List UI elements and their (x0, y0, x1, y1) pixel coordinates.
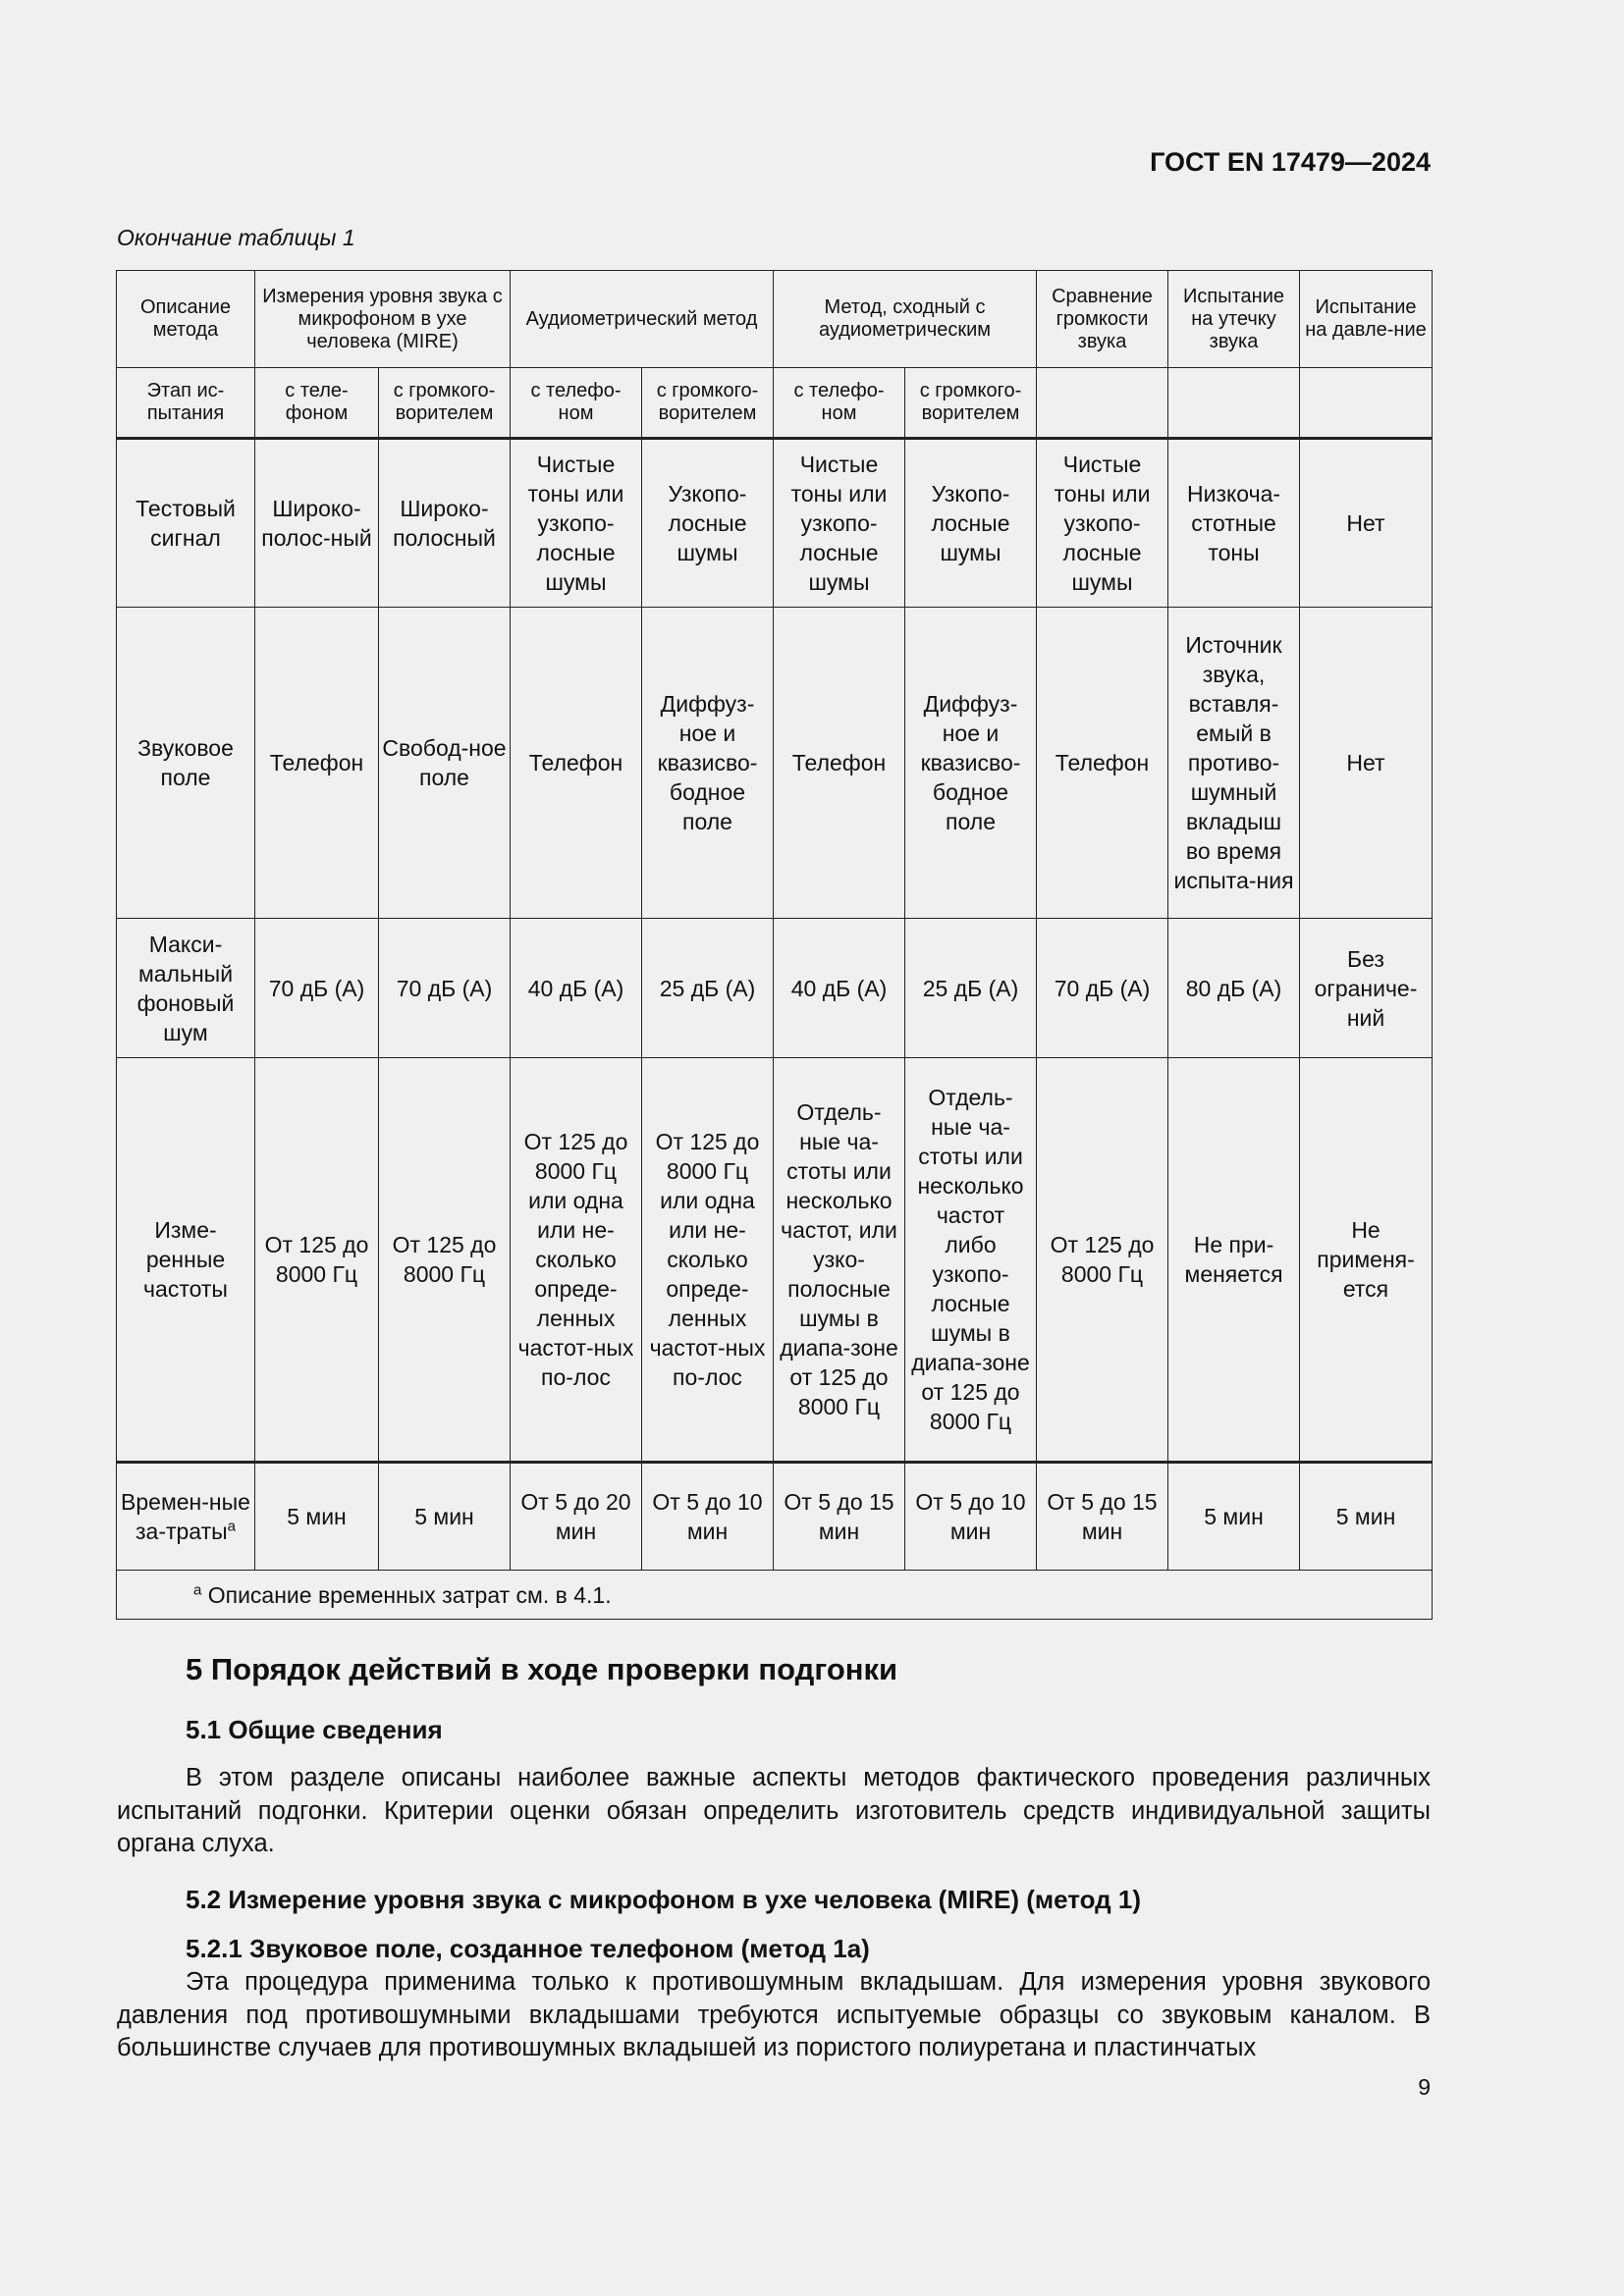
table-cell: Телефон (511, 608, 642, 919)
table-cell: 40 дБ (А) (511, 919, 642, 1058)
subsection-heading: 5.2.1 Звуковое поле, созданное телефоном (метод 1а) (186, 1934, 870, 1963)
table-row (117, 608, 1433, 919)
paragraph: В этом разделе описаны наиболее важные аспекты методов фактического проведения различных испытаний подгонки. Критерии оценки обязан определить изготовитель средств индивидуальной защиты органа слуха. (117, 1764, 1431, 1857)
footnote-ref: a (227, 1518, 237, 1535)
table-cell: Чистые тоны или узкопо-лосные шумы (511, 439, 642, 608)
table-cell: 40 дБ (А) (774, 919, 905, 1058)
table-cell: От 125 до 8000 Гц (379, 1058, 511, 1463)
table-cell: 25 дБ (А) (905, 919, 1037, 1058)
table-cell: Нет (1300, 439, 1433, 608)
table-cell (1300, 368, 1433, 439)
methods-table (116, 270, 1433, 1620)
footnote-mark: a (193, 1580, 202, 1598)
paragraph: Эта процедура применима только к противошумным вкладышам. Для измерения уровня звукового давления под противошумными вкладышами требуются испытуемые образцы со звуковым каналом. В большинстве случаев для противошумных вкладышей из пористого полиуретана и пластинчатых (117, 1968, 1431, 2061)
table-cell: Чистые тоны или узкопо-лосные шумы (774, 439, 905, 608)
header-cell: Испытание на утечку звука (1168, 271, 1300, 368)
table-cell: Изме-ренные частоты (117, 1058, 255, 1463)
table-cell: От 5 до 15 мин (1037, 1463, 1168, 1571)
table-cell: Звуковое поле (117, 608, 255, 919)
table-cell: 80 дБ (А) (1168, 919, 1300, 1058)
table-cell: От 5 до 10 мин (905, 1463, 1037, 1571)
header-cell: Описание метода (117, 271, 255, 368)
header-cell: Метод, сходный с аудиометрическим (774, 271, 1037, 368)
table-cell: Отдель-ные ча-стоты или несколько частот, или узко-полосные шумы в диапа-зоне от 125 до 8000 Гц (774, 1058, 905, 1463)
table-cell: 25 дБ (А) (642, 919, 774, 1058)
table-footnote (117, 1571, 1433, 1620)
document-code: ГОСТ EN 17479—2024 (1150, 147, 1431, 177)
table-cell: От 5 до 10 мин (642, 1463, 774, 1571)
table-cell: с теле-фоном (255, 368, 379, 439)
table-cell (1168, 368, 1300, 439)
table-cell: Без ограниче-ний (1300, 919, 1433, 1058)
table-cell: Этап ис-пытания (117, 368, 255, 439)
table-cell: Чистые тоны или узкопо-лосные шумы (1037, 439, 1168, 608)
table-cell: Нет (1300, 608, 1433, 919)
table-cell: Узкопо-лосные шумы (905, 439, 1037, 608)
table-cell: От 125 до 8000 Гц или одна или не-сколько опреде-ленных частот-ных по-лос (511, 1058, 642, 1463)
header-cell: Измерения уровня звука с микрофоном в ухе человека (MIRE) (255, 271, 511, 368)
table-cell: с громкого-ворителем (905, 368, 1037, 439)
table-cell: Не применя-ется (1300, 1058, 1433, 1463)
header-cell: Испытание на давле-ние (1300, 271, 1433, 368)
table-cell: От 5 до 20 мин (511, 1463, 642, 1571)
table-cell: Не при-меняется (1168, 1058, 1300, 1463)
table-cell: 5 мин (1300, 1463, 1433, 1571)
subsection-heading: 5.2 Измерение уровня звука с микрофоном в ухе человека (MIRE) (метод 1) (186, 1885, 1141, 1914)
table-row (117, 1463, 1433, 1571)
table-cell: Низкоча-стотные тоны (1168, 439, 1300, 608)
table-header-row (117, 271, 1433, 368)
header-cell: Аудиометрический метод (511, 271, 774, 368)
table-row (117, 439, 1433, 608)
table-cell: Диффуз-ное и квазисво-бодное поле (905, 608, 1037, 919)
subsection-heading: 5.1 Общие сведения (186, 1715, 443, 1744)
table-cell: От 5 до 15 мин (774, 1463, 905, 1571)
table-row (117, 1058, 1433, 1463)
table-cell: 5 мин (379, 1463, 511, 1571)
footnote-text: Описание временных затрат см. в 4.1. (207, 1581, 612, 1608)
cell-text: Времен-ные за-траты (121, 1489, 250, 1544)
table-cell: 5 мин (255, 1463, 379, 1571)
table-cell: с громкого-ворителем (642, 368, 774, 439)
table-cell: Телефон (1037, 608, 1168, 919)
table-cell: От 125 до 8000 Гц или одна или не-сколько опреде-ленных частот-ных по-лос (642, 1058, 774, 1463)
table-cell: Макси-мальный фоновый шум (117, 919, 255, 1058)
table-row (117, 919, 1433, 1058)
table-cell: Источник звука, вставля-емый в противо-шумный вкладыш во время испыта-ния (1168, 608, 1300, 919)
table-cell (1037, 368, 1168, 439)
table-footnote-row (117, 1571, 1433, 1620)
table-cell: Отдель-ные ча-стоты или несколько частот либо узкопо-лосные шумы в диапа-зоне от 125 до 8000 Гц (905, 1058, 1037, 1463)
table-cell: с телефо-ном (774, 368, 905, 439)
table-cell: Телефон (255, 608, 379, 919)
table-cell: Тестовый сигнал (117, 439, 255, 608)
table-cell: 70 дБ (А) (379, 919, 511, 1058)
table-caption: Окончание таблицы 1 (117, 225, 355, 250)
table-cell: Узкопо-лосные шумы (642, 439, 774, 608)
table-cell: От 125 до 8000 Гц (255, 1058, 379, 1463)
table-cell: Диффуз-ное и квазисво-бодное поле (642, 608, 774, 919)
header-cell: Сравнение громкости звука (1037, 271, 1168, 368)
table-cell: От 125 до 8000 Гц (1037, 1058, 1168, 1463)
table-cell: Широко-полос-ный (255, 439, 379, 608)
table-cell: 5 мин (1168, 1463, 1300, 1571)
table-cell: Свобод-ное поле (379, 608, 511, 919)
table-cell (117, 1463, 255, 1571)
section-heading: 5 Порядок действий в ходе проверки подгонки (186, 1652, 898, 1686)
table-cell: с громкого-ворителем (379, 368, 511, 439)
table-cell: 70 дБ (А) (255, 919, 379, 1058)
stage-row (117, 368, 1433, 439)
table-cell: Широко-полосный (379, 439, 511, 608)
table-cell: 70 дБ (А) (1037, 919, 1168, 1058)
table-cell: с телефо-ном (511, 368, 642, 439)
page-number: 9 (1418, 2074, 1431, 2100)
table-cell: Телефон (774, 608, 905, 919)
